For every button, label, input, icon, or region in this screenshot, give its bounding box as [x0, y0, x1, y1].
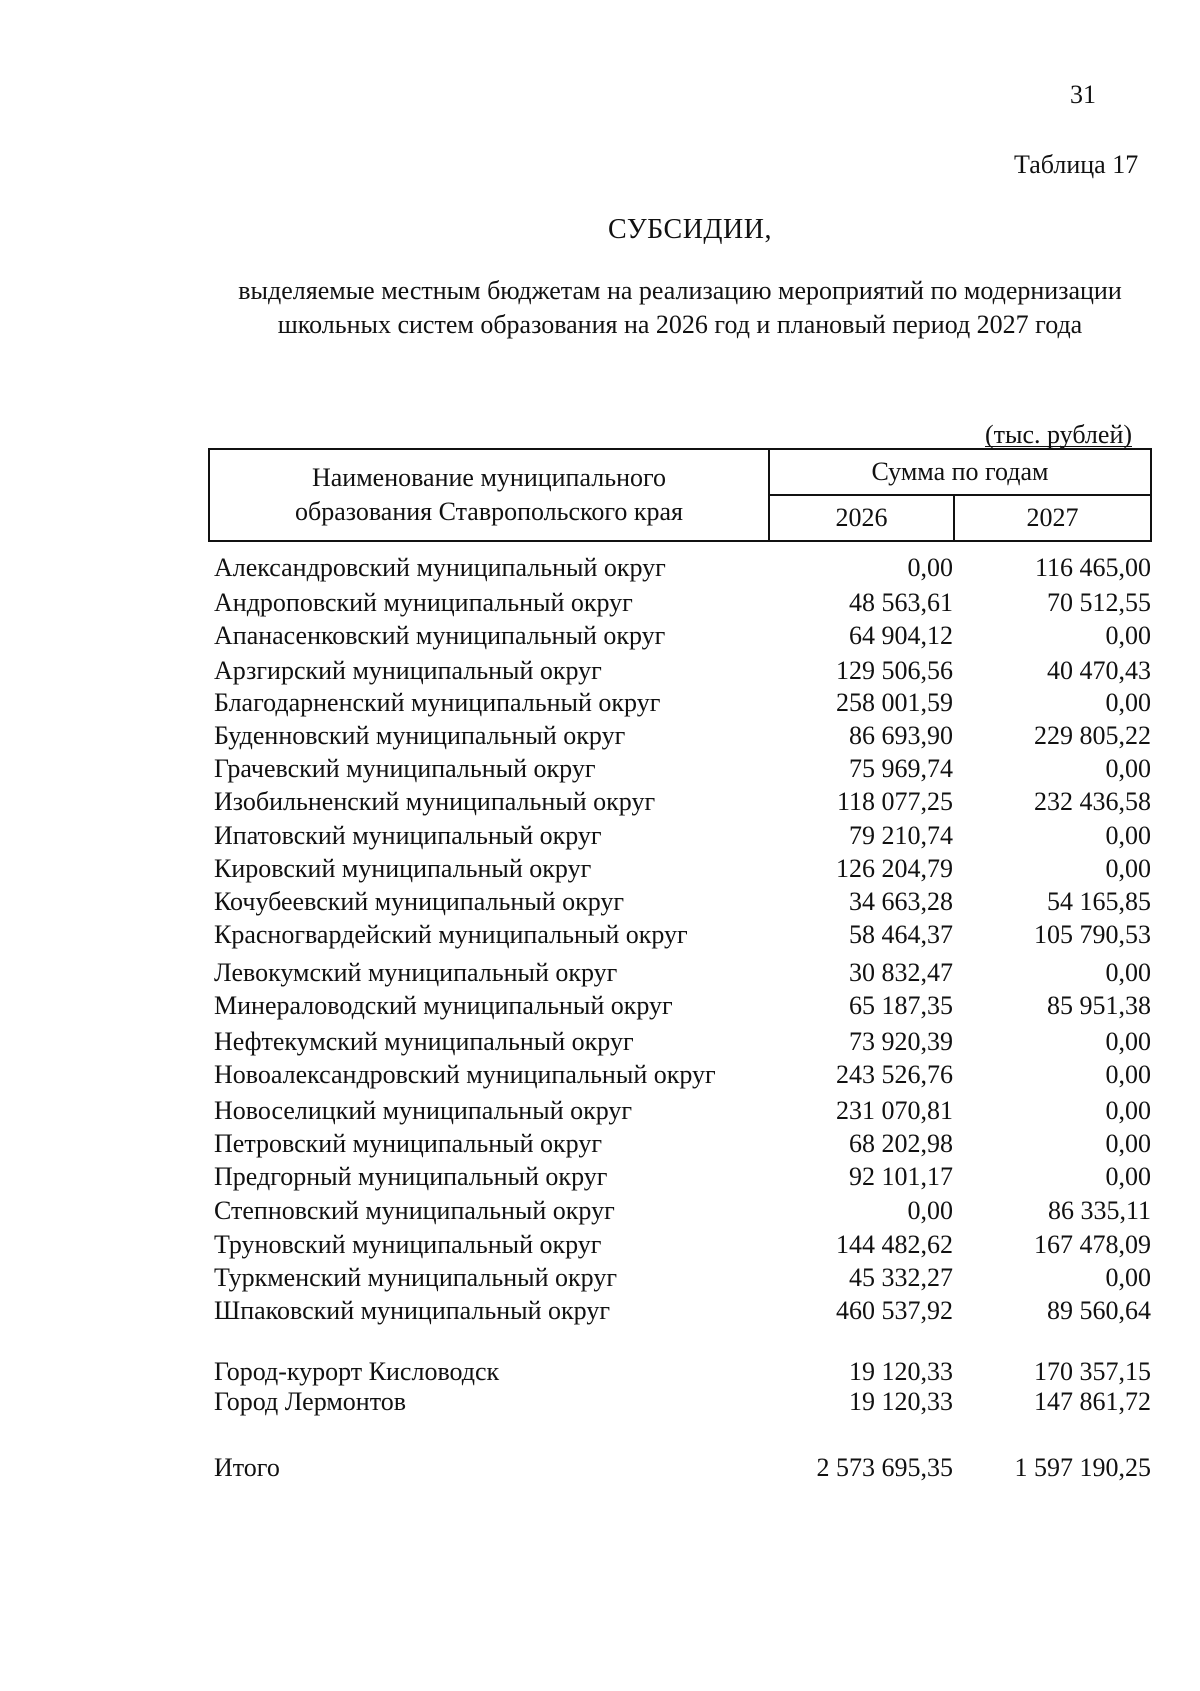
document-title: СУБСИДИИ,: [608, 214, 772, 245]
row-value-2027: 0,00: [1105, 1162, 1151, 1191]
row-value-2026: 0,00: [907, 553, 953, 582]
row-name: Шпаковский муниципальный округ: [214, 1296, 610, 1325]
row-value-2026: 68 202,98: [849, 1129, 953, 1158]
row-name: Итого: [214, 1453, 280, 1482]
row-value-2026: 129 506,56: [836, 656, 953, 685]
row-name: Новоалександровский муниципальный округ: [214, 1060, 716, 1089]
header-year-2026: 2026: [770, 496, 955, 540]
page-number: 31: [1070, 80, 1096, 109]
table-row: [0, 553, 1200, 587]
row-value-2027: 0,00: [1105, 958, 1151, 987]
row-name: Новоселицкий муниципальный округ: [214, 1096, 633, 1125]
table-row: [0, 1060, 1200, 1094]
table-row: [0, 1296, 1200, 1330]
row-value-2026: 34 663,28: [849, 887, 953, 916]
row-value-2027: 147 861,72: [1034, 1387, 1151, 1416]
row-value-2027: 0,00: [1105, 1096, 1151, 1125]
table-row: [0, 754, 1200, 788]
table-row: [0, 1129, 1200, 1163]
row-value-2026: 231 070,81: [836, 1096, 953, 1125]
row-value-2027: 0,00: [1105, 1129, 1151, 1158]
table-row: [0, 920, 1200, 954]
row-value-2027: 70 512,55: [1047, 588, 1151, 617]
row-name: Кочубеевский муниципальный округ: [214, 887, 625, 916]
row-value-2026: 2 573 695,35: [816, 1453, 953, 1482]
row-value-2027: 229 805,22: [1034, 721, 1151, 750]
row-name: Труновский муниципальный округ: [214, 1230, 602, 1259]
row-name: Петровский муниципальный округ: [214, 1129, 602, 1158]
row-value-2026: 75 969,74: [849, 754, 953, 783]
table-label: Таблица 17: [1014, 150, 1139, 179]
row-name: Левокумский муниципальный округ: [214, 958, 618, 987]
header-sum-column: Сумма по годам: [770, 450, 1150, 496]
row-value-2026: 19 120,33: [849, 1387, 953, 1416]
table-row: [0, 688, 1200, 722]
row-value-2027: 0,00: [1105, 1263, 1151, 1292]
row-name: Апанасенковский муниципальный округ: [214, 621, 666, 650]
row-value-2026: 258 001,59: [836, 688, 953, 717]
row-name: Красногвардейский муниципальный округ: [214, 920, 688, 949]
row-value-2026: 243 526,76: [836, 1060, 953, 1089]
row-value-2026: 19 120,33: [849, 1357, 953, 1386]
table-row: [0, 1263, 1200, 1297]
table-row: [0, 588, 1200, 622]
row-value-2027: 0,00: [1105, 854, 1151, 883]
row-name: Арзгирский муниципальный округ: [214, 656, 602, 685]
row-value-2026: 58 464,37: [849, 920, 953, 949]
table-row: [0, 1096, 1200, 1130]
table-row: [0, 958, 1200, 992]
row-value-2026: 48 563,61: [849, 588, 953, 617]
table-row: [0, 621, 1200, 655]
table-row: [0, 1230, 1200, 1264]
row-value-2027: 167 478,09: [1034, 1230, 1151, 1259]
row-name: Грачевский муниципальный округ: [214, 754, 596, 783]
table-row: [0, 821, 1200, 855]
table-row: [0, 887, 1200, 921]
row-value-2026: 118 077,25: [836, 787, 953, 816]
header-name-column: Наименование муниципального образования Ставропольского края: [210, 450, 770, 540]
row-value-2026: 92 101,17: [849, 1162, 953, 1191]
row-value-2027: 0,00: [1105, 821, 1151, 850]
row-value-2026: 65 187,35: [849, 991, 953, 1020]
row-value-2026: 86 693,90: [849, 721, 953, 750]
row-value-2027: 0,00: [1105, 688, 1151, 717]
row-name: Кировский муниципальный округ: [214, 854, 592, 883]
table-row: [0, 656, 1200, 690]
row-name: Степновский муниципальный округ: [214, 1196, 615, 1225]
table-row: [0, 1027, 1200, 1061]
table-row-total: [0, 1453, 1200, 1487]
row-value-2027: 170 357,15: [1034, 1357, 1151, 1386]
row-name: Изобильненский муниципальный округ: [214, 787, 656, 816]
row-value-2026: 144 482,62: [836, 1230, 953, 1259]
row-name: Туркменский муниципальный округ: [214, 1263, 617, 1292]
table-row: [0, 854, 1200, 888]
row-value-2026: 30 832,47: [849, 958, 953, 987]
row-value-2026: 45 332,27: [849, 1263, 953, 1292]
row-value-2027: 89 560,64: [1047, 1296, 1151, 1325]
row-value-2026: 64 904,12: [849, 621, 953, 650]
row-name: Ипатовский муниципальный округ: [214, 821, 602, 850]
row-name: Андроповский муниципальный округ: [214, 588, 633, 617]
table-row: [0, 991, 1200, 1025]
row-name: Благодарненский муниципальный округ: [214, 688, 661, 717]
table-row: [0, 1387, 1200, 1421]
document-subtitle: выделяемые местным бюджетам на реализацию мероприятий по модернизации школьных систем образования на 2026 год и плановый период 2027 года: [238, 276, 1122, 339]
row-value-2027: 85 951,38: [1047, 991, 1151, 1020]
row-value-2027: 0,00: [1105, 754, 1151, 783]
row-value-2027: 54 165,85: [1047, 887, 1151, 916]
header-year-2027: 2027: [1026, 503, 1079, 532]
table-row: [0, 1357, 1200, 1391]
row-value-2027: 0,00: [1105, 621, 1151, 650]
row-value-2026: 79 210,74: [849, 821, 953, 850]
table-row: [0, 721, 1200, 755]
row-value-2026: 126 204,79: [836, 854, 953, 883]
row-value-2026: 0,00: [907, 1196, 953, 1225]
row-value-2026: 73 920,39: [849, 1027, 953, 1056]
row-value-2027: 105 790,53: [1034, 920, 1151, 949]
row-name: Александровский муниципальный округ: [214, 553, 666, 582]
row-value-2027: 232 436,58: [1034, 787, 1151, 816]
row-name: Предгорный муниципальный округ: [214, 1162, 608, 1191]
row-name: Минераловодский муниципальный округ: [214, 991, 673, 1020]
row-value-2027: 86 335,11: [1047, 1196, 1151, 1225]
row-value-2027: 40 470,43: [1047, 656, 1151, 685]
row-name: Город Лермонтов: [214, 1387, 406, 1416]
row-name: Нефтекумский муниципальный округ: [214, 1027, 634, 1056]
row-value-2027: 0,00: [1105, 1060, 1151, 1089]
row-value-2027: 0,00: [1105, 1027, 1151, 1056]
table-row: [0, 1162, 1200, 1196]
row-name: Город-курорт Кисловодск: [214, 1357, 500, 1386]
table-row: [0, 1196, 1200, 1230]
units-label: (тыс. рублей): [985, 420, 1133, 449]
row-name: Буденновский муниципальный округ: [214, 721, 626, 750]
row-value-2026: 460 537,92: [836, 1296, 953, 1325]
table-row: [0, 787, 1200, 821]
row-value-2027: 116 465,00: [1034, 553, 1151, 582]
row-value-2027: 1 597 190,25: [1014, 1453, 1151, 1482]
